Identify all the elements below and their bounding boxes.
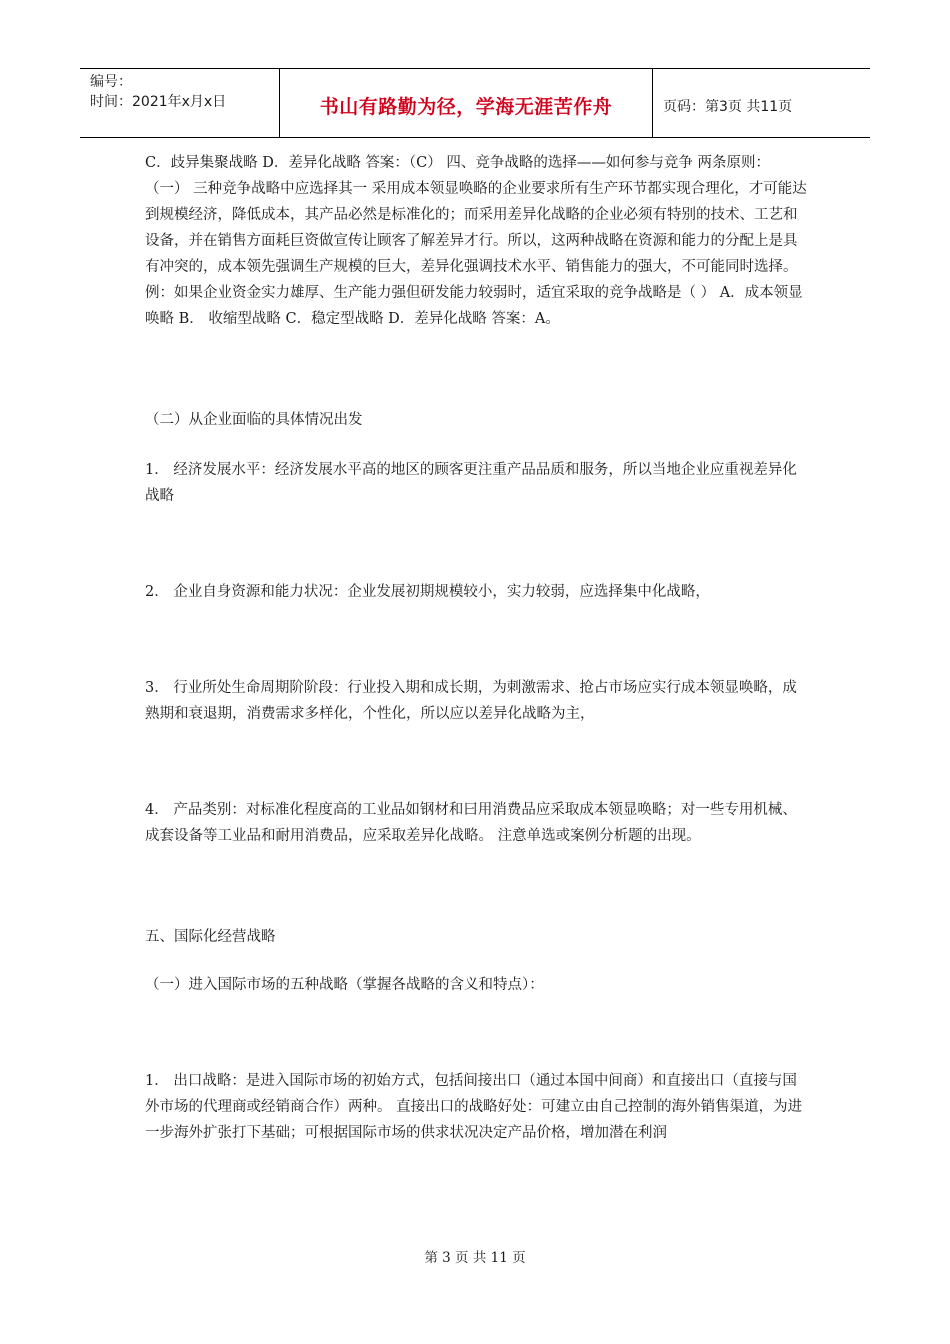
paragraph-competitive-strategy-choice: C．歧异集聚战略 D．差异化战略 答案：（C） 四、竞争战略的选择——如何参与竞争 两条原则： （一） 三种竞争战略中应选择其一 采用成本领显唤略的企业要求所有生产环节都实现合理化，才可能达到规模经济，降低成本，其产品必然是标准化的；而采用差异化战略的企业必须有特别的技术、工艺和设备，并在销售方面耗巨资做宣传让顾客了解差异才行。所以，这两种战略在资源和能力的分配上是具有冲突的，成本领先强调生产规模的巨大，差异化强调技术水平、销售能力的强大，不可能同时选择。 例：如果企业资金实力雄厚、生产能力强但研发能力较弱时，适宜采取的竞争战略是（ ） A．成本领显唤略 B． 收缩型战略 C．稳定型战略 D．差异化战略 答案：A。 bbox=[145, 155, 807, 327]
document-body bbox=[145, 150, 810, 1146]
header-page-info: 页码：第3页 共11页 bbox=[663, 99, 793, 115]
section-heading-international: 五、国际化经营战略 bbox=[145, 929, 276, 945]
document-date-label: 时间：2021年x月x日 bbox=[90, 94, 227, 110]
document-number-label: 编号： bbox=[90, 74, 132, 90]
header-motto: 书山有路勤为径，学海无涯苦作舟 bbox=[280, 69, 653, 137]
paragraph-resources-capability: 2． 企业自身资源和能力状况：企业发展初期规模较小，实力较弱，应选择集中化战略， bbox=[145, 584, 710, 600]
paragraph-product-category: 4． 产品类别：对标准化程度高的工业品如钢材和曰用消费品应采取成本领显唤略；对一些专用机械、成套设备等工业品和耐用消费品，应采取差异化战略。 注意单选或案例分析题的出现。 bbox=[145, 802, 797, 844]
paragraph-industry-lifecycle: 3． 行业所处生命周期阶阶段：行业投入期和成长期，为刺激需求、抢占市场应实行成本领显唤略，成熟期和衰退期，消费需求多样化，个性化，所以应以差异化战略为主， bbox=[145, 680, 797, 722]
paragraph-five-strategies-heading: （一）进入国际市场的五种战略（掌握各战略的含义和特点）： bbox=[145, 977, 544, 993]
page-footer: 第 3 页 共 11 页 bbox=[424, 1250, 526, 1266]
paragraph-section-heading-situation: （二）从企业面临的具体情况出发 bbox=[145, 412, 363, 428]
page-header bbox=[80, 68, 870, 138]
paragraph-economic-level: 1． 经济发展水平：经济发展水平高的地区的顾客更注重产品品质和服务，所以当地企业应重视差异化战略 bbox=[145, 462, 797, 504]
header-meta bbox=[80, 69, 280, 137]
paragraph-export-strategy: 1． 出口战略：是进入国际市场的初始方式，包括间接出口（通过本国中间商）和直接出口（直接与国外市场的代理商或经销商合作）两种。 直接出口的战略好处：可建立由自己控制的海外销售渠道，为进一步海外扩张打下基础；可根据国际市场的供求状况决定产品价格，增加潜在利润 bbox=[145, 1073, 803, 1141]
